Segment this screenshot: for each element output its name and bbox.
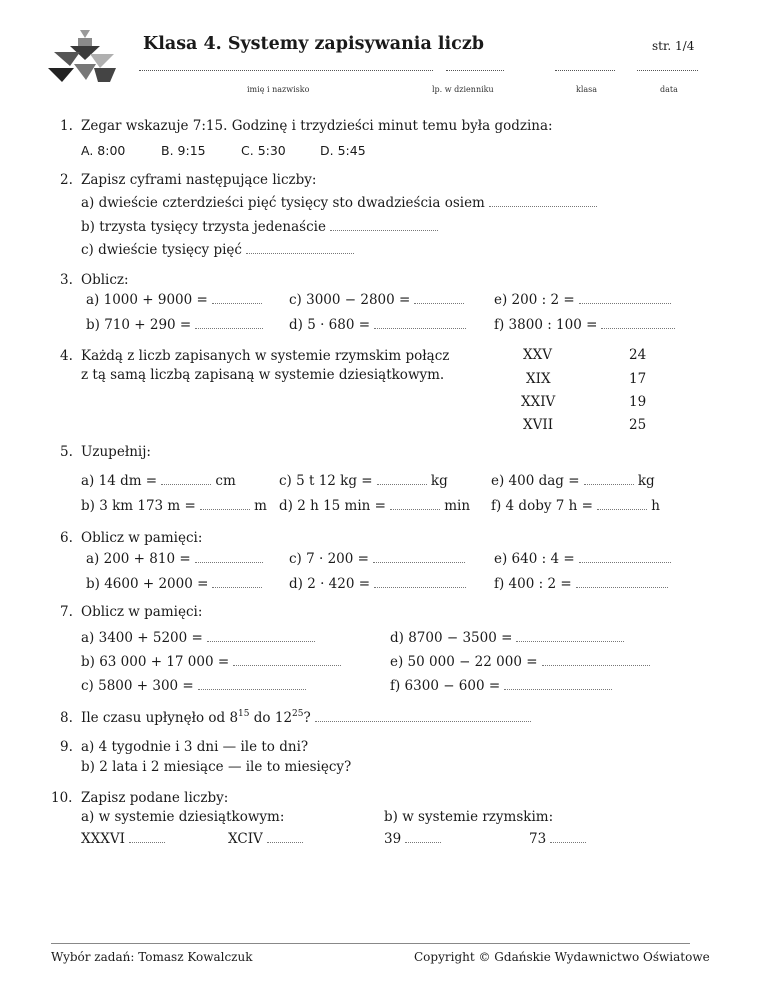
answer-line[interactable] — [584, 473, 634, 485]
q8-text: Ile czasu upłynęło od $8^{15}$ do $12^{25}$? — [81, 710, 531, 726]
q2-item-a: a) dwieście czterdzieści pięć tysięcy sto dwadzieścia osiem — [81, 195, 597, 211]
roman-numeral[interactable]: XVII — [523, 417, 554, 433]
q9-item-b: b) 2 lata i 2 miesiące — ile to miesięcy? — [81, 759, 352, 775]
decimal-number[interactable]: 25 — [629, 417, 647, 433]
page-number: str. 1/4 — [652, 39, 695, 53]
q5-item-a: a) 14 dm = cm — [81, 473, 236, 489]
q8-number: 8. — [60, 710, 73, 726]
answer-line[interactable] — [374, 576, 466, 588]
q2-item-c: c) dwieście tysięcy pięć — [81, 242, 354, 258]
q7-text: Oblicz w pamięci: — [81, 604, 203, 620]
q10-a-item: XXXVI — [81, 831, 165, 847]
q7-item-b: b) 63 000 + 17 000 = — [81, 654, 341, 670]
q10-b-item: 39 — [384, 831, 441, 847]
q6-item-f: f) 400 : 2 = — [494, 576, 668, 592]
q2-text: Zapisz cyframi następujące liczby: — [81, 172, 317, 188]
q6-text: Oblicz w pamięci: — [81, 530, 203, 546]
q5-item-b: b) 3 km 173 m = m — [81, 498, 267, 514]
answer-line[interactable] — [267, 831, 303, 843]
q3-text: Oblicz: — [81, 272, 129, 288]
decimal-number[interactable]: 24 — [629, 347, 647, 363]
q6-number: 6. — [60, 530, 73, 546]
roman-numeral[interactable]: XIX — [526, 371, 551, 387]
answer-line[interactable] — [504, 678, 612, 690]
answer-line[interactable] — [161, 473, 211, 485]
q6-item-b: b) 4600 + 2000 = — [86, 576, 262, 592]
q7-item-c: c) 5800 + 300 = — [81, 678, 306, 694]
q10-part-a: a) w systemie dziesiątkowym: — [81, 809, 285, 825]
answer-line[interactable] — [212, 576, 262, 588]
date-field-label: data — [660, 85, 678, 94]
number-field-label: lp. w dzienniku — [432, 85, 494, 94]
q5-item-d: d) 2 h 15 min = min — [279, 498, 471, 514]
q6-item-c: c) 7 · 200 = — [289, 551, 465, 567]
q2-number: 2. — [60, 172, 73, 188]
decimal-number[interactable]: 17 — [629, 371, 647, 387]
page-title: Klasa 4. Systemy zapisywania liczb — [143, 34, 485, 54]
q5-number: 5. — [60, 444, 73, 460]
answer-line[interactable] — [601, 317, 675, 329]
answer-line[interactable] — [414, 292, 464, 304]
answer-line[interactable] — [373, 551, 465, 563]
answer-line[interactable] — [405, 831, 441, 843]
answer-line[interactable] — [195, 551, 263, 563]
q3-item-b: b) 710 + 290 = — [86, 317, 263, 333]
answer-line[interactable] — [200, 498, 250, 510]
q1-text: Zegar wskazuje 7:15. Godzinę i trzydzieści minut temu była godzina: — [81, 118, 553, 134]
answer-line[interactable] — [550, 831, 586, 843]
q3-item-f: f) 3800 : 100 = — [494, 317, 675, 333]
answer-line[interactable] — [246, 242, 354, 254]
number-field-line[interactable] — [446, 70, 504, 71]
answer-line[interactable] — [330, 219, 438, 231]
answer-line[interactable] — [212, 292, 262, 304]
class-field-label: klasa — [576, 85, 598, 94]
q10-number: 10. — [51, 790, 73, 806]
answer-line[interactable] — [579, 292, 671, 304]
q3-number: 3. — [60, 272, 73, 288]
q7-item-e: e) 50 000 − 22 000 = — [390, 654, 650, 670]
q1-option-d[interactable]: D. 5:45 — [320, 143, 366, 158]
footer-copyright: Copyright © Gdańskie Wydawnictwo Oświatowe — [414, 950, 710, 964]
q10-b-item: 73 — [529, 831, 586, 847]
q9-item-a: a) 4 tygodnie i 3 dni — ile to dni? — [81, 739, 309, 755]
answer-line[interactable] — [374, 317, 466, 329]
q3-item-c: c) 3000 − 2800 = — [289, 292, 464, 308]
publisher-logo — [44, 30, 120, 86]
q6-item-d: d) 2 · 420 = — [289, 576, 466, 592]
q7-item-d: d) 8700 − 3500 = — [390, 630, 624, 646]
decimal-number[interactable]: 19 — [629, 394, 647, 410]
q5-item-e: e) 400 dag = kg — [491, 473, 655, 489]
answer-line[interactable] — [579, 551, 671, 563]
q4-number: 4. — [60, 348, 73, 364]
roman-numeral[interactable]: XXIV — [521, 394, 556, 410]
class-field-line[interactable] — [555, 70, 615, 71]
answer-line[interactable] — [489, 195, 597, 207]
q10-part-b: b) w systemie rzymskim: — [384, 809, 554, 825]
answer-line[interactable] — [233, 654, 341, 666]
answer-line[interactable] — [390, 498, 440, 510]
q10-text: Zapisz podane liczby: — [81, 790, 229, 806]
footer-divider — [51, 943, 690, 944]
date-field-line[interactable] — [637, 70, 698, 71]
q4-text-line1: Każdą z liczb zapisanych w systemie rzymskim połącz — [81, 348, 450, 364]
name-field-label: imię i nazwisko — [247, 85, 310, 94]
q3-item-d: d) 5 · 680 = — [289, 317, 466, 333]
answer-line[interactable] — [315, 710, 531, 722]
q7-item-a: a) 3400 + 5200 = — [81, 630, 315, 646]
name-field-line[interactable] — [139, 70, 433, 71]
q1-option-a[interactable]: A. 8:00 — [81, 143, 126, 158]
q1-number: 1. — [60, 118, 73, 134]
q6-item-e: e) 640 : 4 = — [494, 551, 671, 567]
answer-line[interactable] — [129, 831, 165, 843]
answer-line[interactable] — [377, 473, 427, 485]
answer-line[interactable] — [195, 317, 263, 329]
answer-line[interactable] — [576, 576, 668, 588]
q4-text-line2: z tą samą liczbą zapisaną w systemie dziesiątkowym. — [81, 367, 445, 383]
answer-line[interactable] — [198, 678, 306, 690]
q1-option-b[interactable]: B. 9:15 — [161, 143, 206, 158]
answer-line[interactable] — [542, 654, 650, 666]
q2-item-b: b) trzysta tysięcy trzysta jedenaście — [81, 219, 438, 235]
roman-numeral[interactable]: XXV — [523, 347, 552, 363]
answer-line[interactable] — [597, 498, 647, 510]
q7-number: 7. — [60, 604, 73, 620]
answer-line[interactable] — [207, 630, 315, 642]
q5-text: Uzupełnij: — [81, 444, 151, 460]
q5-item-c: c) 5 t 12 kg = kg — [279, 473, 448, 489]
answer-line[interactable] — [516, 630, 624, 642]
q1-option-c[interactable]: C. 5:30 — [241, 143, 286, 158]
q3-item-e: e) 200 : 2 = — [494, 292, 671, 308]
q7-item-f: f) 6300 − 600 = — [390, 678, 612, 694]
q9-number: 9. — [60, 739, 73, 755]
q5-item-f: f) 4 doby 7 h = h — [491, 498, 660, 514]
q3-item-a: a) 1000 + 9000 = — [86, 292, 262, 308]
footer-author: Wybór zadań: Tomasz Kowalczuk — [51, 950, 253, 964]
q10-a-item: XCIV — [228, 831, 303, 847]
q6-item-a: a) 200 + 810 = — [86, 551, 263, 567]
